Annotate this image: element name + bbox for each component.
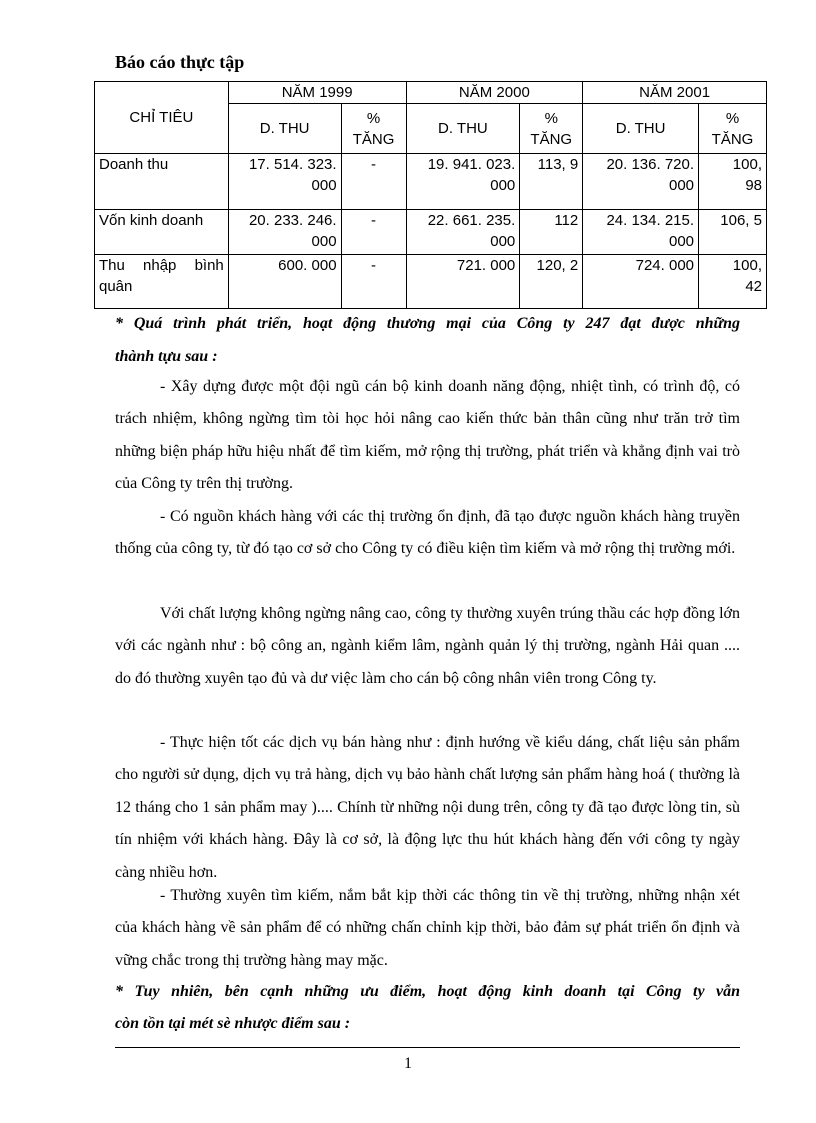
section1-heading-line1: * Quá trình phát triển, hoạt động thương mại của Công ty 247 đạt được những [115,315,740,332]
footer-divider [115,1047,740,1048]
subheader-pct: % TĂNG [520,104,583,154]
section2-heading-line1: * Tuy nhiên, bên cạnh những ưu điểm, hoạt động kinh doanh tại Công ty vẫn [115,983,740,1000]
col-header-year-2001: NĂM 2001 [583,82,767,104]
row-label: Doanh thu [95,154,229,210]
cell-pct: 106, 5 [699,210,767,255]
cell-dthu: 20. 136. 720. 000 [583,154,699,210]
row-label: Vốn kinh doanh [95,210,229,255]
cell-pct: - [341,210,406,255]
cell-pct: 100, 42 [699,255,767,309]
subheader-dthu: D. THU [583,104,699,154]
page-header-title: Báo cáo thực tập [115,52,245,72]
cell-pct: 113, 9 [520,154,583,210]
cell-dthu: 22. 661. 235. 000 [406,210,520,255]
paragraph-3: Với chất lượng không ngừng nâng cao, công ty thường xuyên trúng thầu các hợp đồng lớn với các ngành như : bộ công an, ngành kiểm lâm, ngành quản lý thị trường, ngành Hải quan .... do đó thường xuyên tạo đủ và dư việc làm cho cán bộ công nhân viên trong Công ty. [115,605,740,687]
cell-pct: 100, 98 [699,154,767,210]
cell-dthu: 721. 000 [406,255,520,309]
cell-dthu: 20. 233. 246. 000 [228,210,341,255]
table-row [95,255,767,309]
cell-dthu: 17. 514. 323. 000 [228,154,341,210]
subheader-pct: % TĂNG [699,104,767,154]
paragraph-5: - Thường xuyên tìm kiếm, nắm bắt kịp thời các thông tin về thị trường, những nhận xét của khách hàng về sản phẩm để có những chấn chỉnh kịp thời, bảo đảm sự phát triển ổn định và vững chắc trong thị trường hàng may mặc. [115,887,740,969]
subheader-dthu: D. THU [228,104,341,154]
cell-dthu: 19. 941. 023. 000 [406,154,520,210]
table-header-row [95,82,767,104]
cell-dthu: 600. 000 [228,255,341,309]
col-header-indicator: CHỈ TIÊU [95,82,229,154]
col-header-year-2000: NĂM 2000 [406,82,583,104]
cell-pct: 120, 2 [520,255,583,309]
row-label: Thu nhập bình quân [95,255,229,309]
page-number: 1 [404,1055,412,1072]
table-row [95,154,767,210]
section2-heading-line2: còn tồn tại mét sè nhược điểm sau : [115,1015,351,1032]
section1-heading-line2: thành tựu sau : [115,348,218,365]
revenue-table [94,81,767,309]
paragraph-4: - Thực hiện tốt các dịch vụ bán hàng như : định hướng về kiểu dáng, chất liệu sản phẩm cho người sử dụng, dịch vụ trả hàng, dịch vụ bảo hành chất lượng sản phẩm hàng hoá ( thường là 12 tháng cho 1 sản phẩm may ).... Chính từ những nội dung trên, công ty đã tạo được lòng tin, sù tín nhiệm với khách hàng. Đây là cơ sở, là động lực thu hút khách hàng đến với công ty ngày càng nhiều hơn. [115,734,740,881]
cell-dthu: 24. 134. 215. 000 [583,210,699,255]
cell-dthu: 724. 000 [583,255,699,309]
cell-pct: - [341,255,406,309]
paragraph-2: - Có nguồn khách hàng với các thị trường ổn định, đã tạo được nguồn khách hàng truyền thống của công ty, từ đó tạo cơ sở cho Công ty có điều kiện tìm kiếm và mở rộng thị trường mới. [115,508,740,558]
cell-pct: - [341,154,406,210]
table-row [95,210,767,255]
paragraph-1: - Xây dựng được một đội ngũ cán bộ kinh doanh năng động, nhiệt tình, có trình độ, có trách nhiệm, không ngừng tìm tòi học hỏi nâng cao kiến thức bản thân cũng như trăn trở tìm những biện pháp hữu hiệu nhất để tìm kiếm, mở rộng thị trường, phát triển và khẳng định vai trò của Công ty trên thị trường. [115,378,740,493]
subheader-dthu: D. THU [406,104,520,154]
col-header-year-1999: NĂM 1999 [228,82,406,104]
cell-pct: 112 [520,210,583,255]
subheader-pct: % TĂNG [341,104,406,154]
